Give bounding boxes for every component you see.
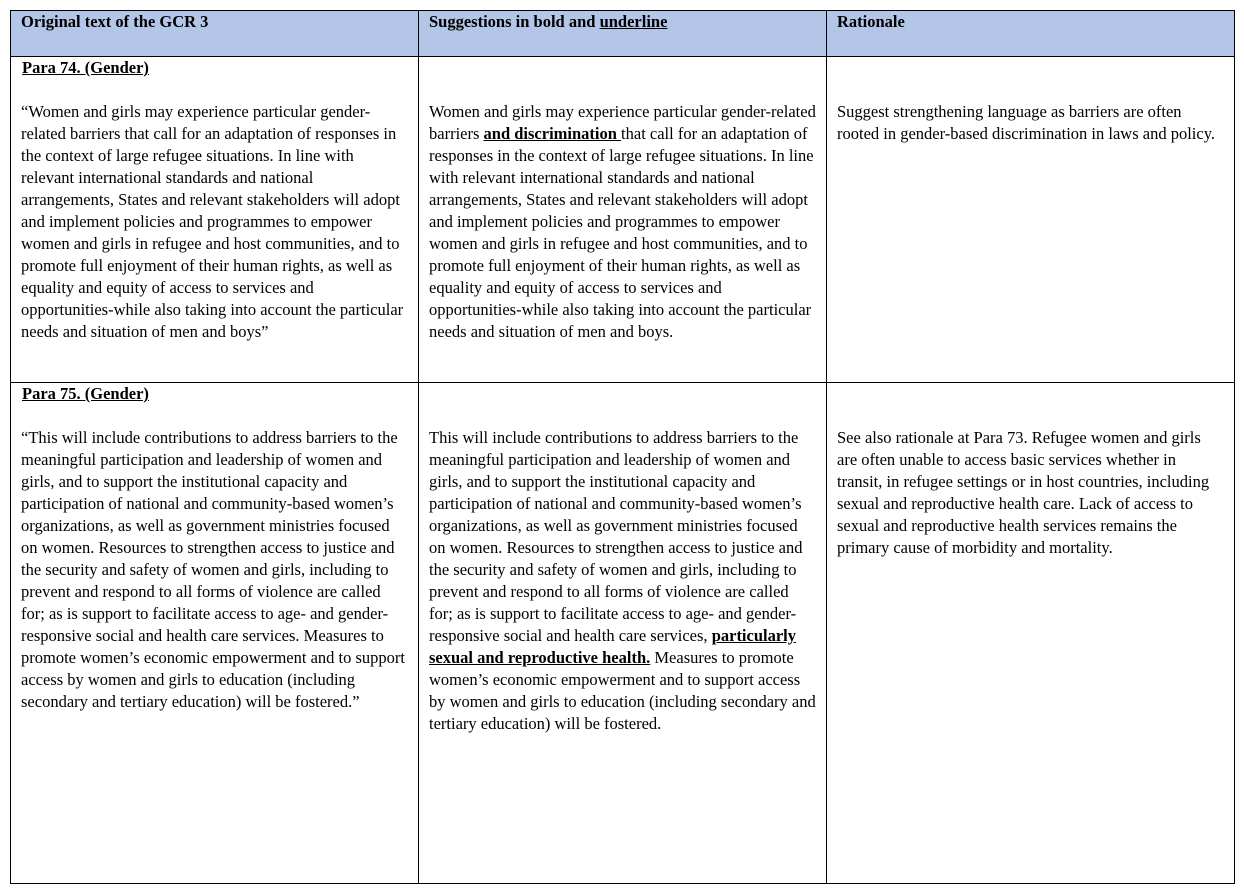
para-heading: Para 75. (Gender) bbox=[22, 384, 149, 403]
table-row bbox=[11, 383, 1235, 884]
suggestion-bold-insert: particularly sexual and reproductive health. bbox=[429, 626, 797, 667]
suggestion-bold-insert: and discrimination bbox=[483, 124, 622, 143]
suggestion-cell bbox=[419, 57, 827, 383]
header-col1-label: Original text of the GCR 3 bbox=[21, 12, 209, 31]
original-cell bbox=[11, 57, 419, 383]
suggestion-cell bbox=[419, 383, 827, 884]
original-text: “Women and girls may experience particular gender-related barriers that call for an adaptation of responses in the context of large refugee situations. In line with relevant international standards and national arrangements, States and relevant stakeholders will adopt and implement policies and programmes to empower women and girls in refugee and host communities, and to promote full enjoyment of their human rights, as well as equality and equity of access to services and opportunities-while also taking into account the particular needs and situation of men and boys” bbox=[21, 102, 404, 341]
para-heading: Para 74. (Gender) bbox=[22, 58, 149, 77]
suggestion-text bbox=[429, 427, 816, 735]
header-original-text bbox=[11, 11, 419, 57]
rationale-cell bbox=[827, 57, 1235, 383]
table-row bbox=[11, 57, 1235, 383]
suggestion-text bbox=[429, 101, 816, 343]
suggestion-text-post: Measures to promote women’s economic empowerment and to support access by women and girls to education (including secondary and tertiary education) will be fostered. bbox=[429, 648, 816, 733]
header-suggestions bbox=[419, 11, 827, 57]
table-header-row bbox=[11, 11, 1235, 57]
rationale-text: Suggest strengthening language as barriers are often rooted in gender-based discrimination in laws and policy. bbox=[837, 102, 1216, 143]
original-text: “This will include contributions to address barriers to the meaningful participation and leadership of women and girls, and to support the institutional capacity and participation of national and community-based women’s organizations, as well as government ministries focused on women. Resources to strengthen access to justice and the security and safety of women and girls, including to prevent and respond to all forms of violence are called for; as is support to facilitate access to age- and gender-responsive social and health care services. Measures to promote women’s economic empowerment and to support access by women and girls to education (including secondary and tertiary education) will be fostered.” bbox=[21, 428, 405, 711]
original-cell bbox=[11, 383, 419, 884]
suggestion-text-pre: Women and girls may experience particular gender-related barriers bbox=[429, 102, 816, 143]
header-rationale bbox=[827, 11, 1235, 57]
suggestion-text-post: that call for an adaptation of responses in the context of large refugee situations. In line with relevant international standards and national arrangements, States and relevant stakeholders will adopt and implement policies and programmes to empower women and girls in refugee and host communities, and to promote full enjoyment of their human rights, as well as equality and equity of access to services and opportunities-while also taking into account the particular needs and situation of men and boys. bbox=[429, 124, 814, 341]
rationale-cell bbox=[827, 383, 1235, 884]
header-col2-label: Suggestions in bold and bbox=[429, 12, 600, 31]
header-col2-underline: underline bbox=[599, 12, 668, 31]
suggestion-text-pre: This will include contributions to address barriers to the meaningful participation and leadership of women and girls, and to support the institutional capacity and participation of national and community-based women’s organizations, as well as government ministries focused on women. Resources to strengthen access to justice and the security and safety of women and girls, including to prevent and respond to all forms of violence are called for; as is support to facilitate access to age- and gender-responsive social and health care services, bbox=[429, 428, 803, 645]
suggestions-table bbox=[10, 10, 1235, 884]
header-col3-label: Rationale bbox=[837, 12, 905, 31]
rationale-text: See also rationale at Para 73. Refugee women and girls are often unable to access basic services whether in transit, in refugee settings or in host countries, including sexual and reproductive health care. Lack of access to sexual and reproductive health services remains the primary cause of morbidity and mortality. bbox=[837, 428, 1210, 557]
